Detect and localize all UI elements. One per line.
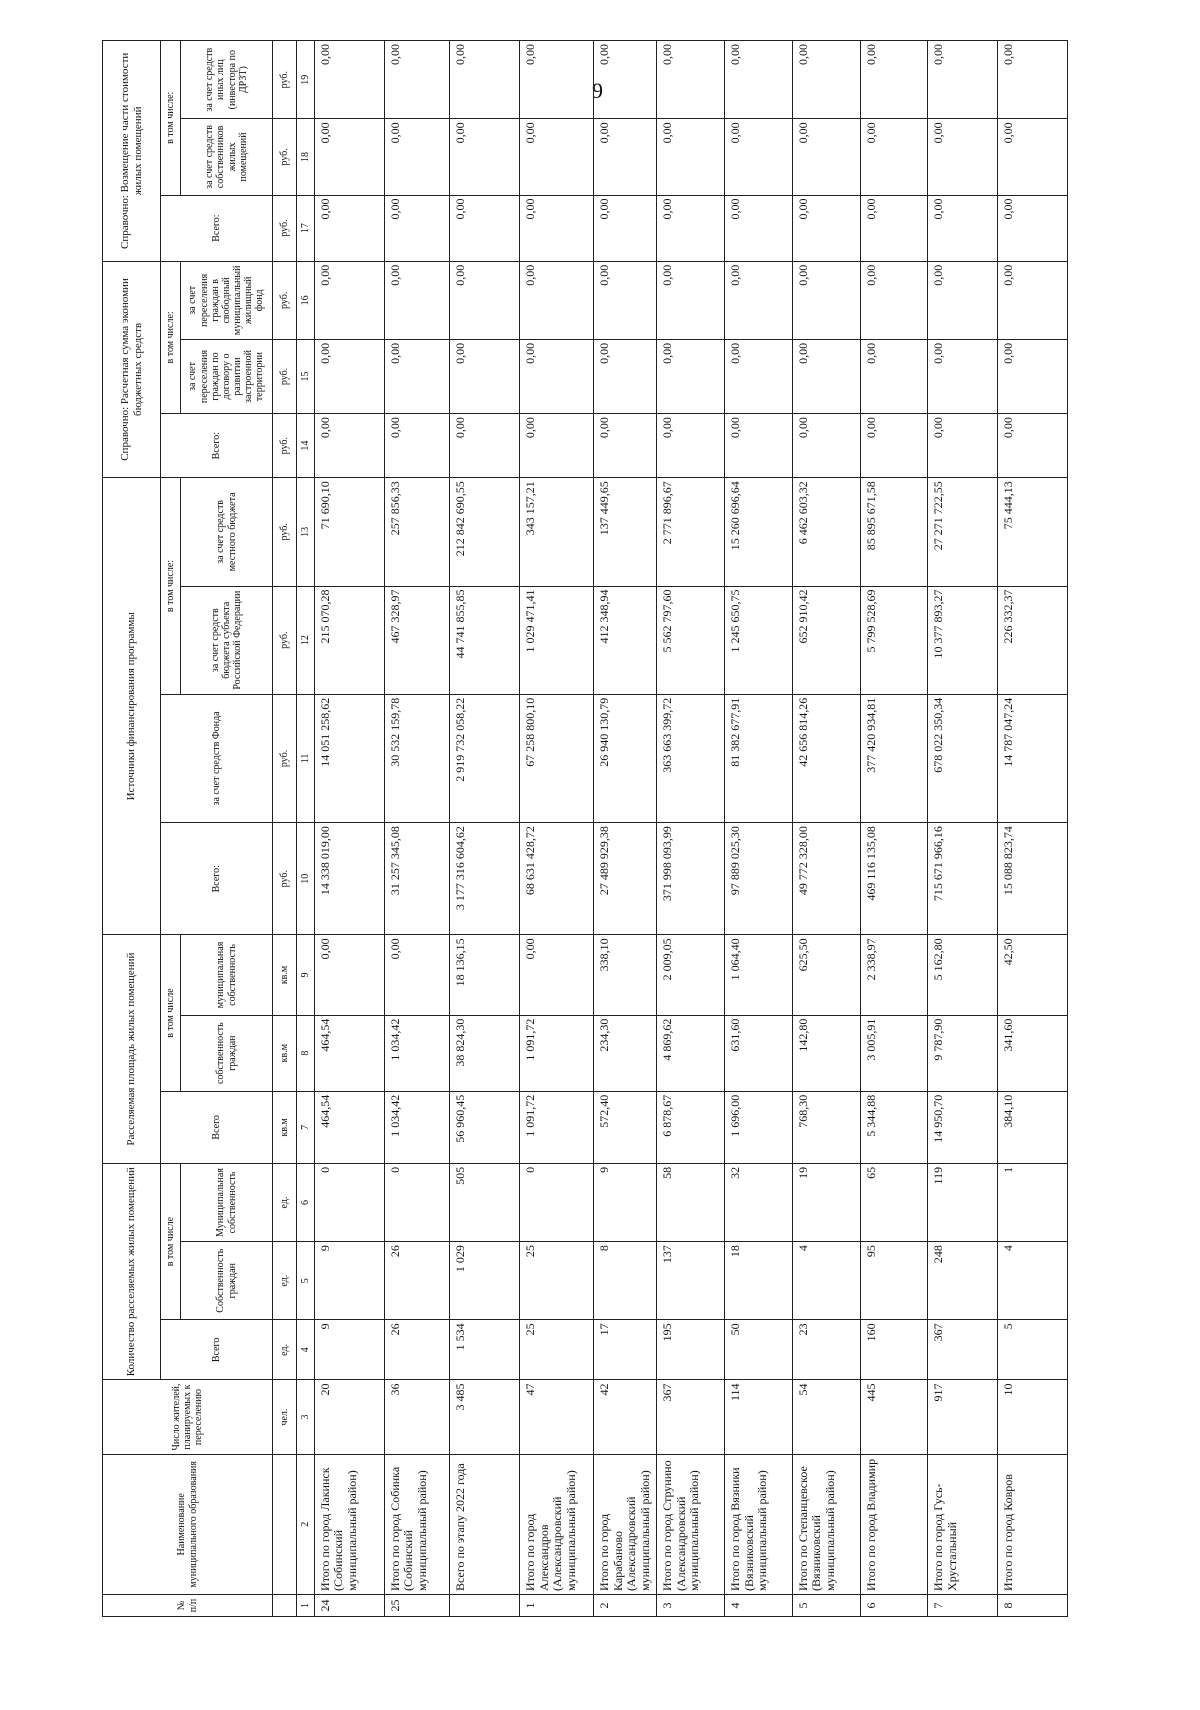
- value-cell: 137 449,65: [594, 478, 657, 586]
- value-cell: 19: [792, 1163, 860, 1241]
- value-cell: 0,00: [657, 339, 725, 413]
- value-cell: 47: [520, 1380, 594, 1454]
- value-cell: 367: [928, 1320, 998, 1380]
- value-cell: 1 034,42: [384, 1015, 450, 1091]
- value-cell: 0,00: [860, 195, 928, 261]
- value-cell: 0,00: [594, 119, 657, 195]
- value-cell: 0,00: [725, 195, 793, 261]
- value-cell: 0,00: [860, 41, 928, 119]
- table-row: [725, 41, 793, 1617]
- row-number-cell: 2: [594, 1594, 657, 1616]
- municipality-name-cell: Итого по город Александров (Александровский муниципальный район): [520, 1454, 594, 1594]
- value-cell: 6 462 603,32: [792, 478, 860, 586]
- header-comp-total: Всего:: [161, 195, 273, 261]
- column-number-cell: 19: [297, 41, 315, 119]
- value-cell: 17: [594, 1320, 657, 1380]
- value-cell: 0,00: [725, 339, 793, 413]
- value-cell: 0,00: [384, 339, 450, 413]
- column-number-cell: 8: [297, 1015, 315, 1091]
- column-number-cell: 18: [297, 119, 315, 195]
- value-cell: 0,00: [657, 414, 725, 478]
- value-cell: 0,00: [384, 119, 450, 195]
- header-comp-investor: за счет средств иных лиц (инвестора по ДРЗТ): [181, 41, 273, 119]
- value-cell: 1 029 471,41: [520, 586, 594, 694]
- value-cell: 15 088 823,74: [998, 823, 1068, 935]
- value-cell: 5 162,80: [928, 935, 998, 1015]
- value-cell: 678 022 350,34: [928, 694, 998, 822]
- row-number-cell: 25: [384, 1594, 450, 1616]
- value-cell: 2 919 732 058,22: [450, 694, 520, 822]
- value-cell: 0,00: [792, 119, 860, 195]
- value-cell: 0,00: [384, 935, 450, 1015]
- value-cell: 1: [998, 1163, 1068, 1241]
- value-cell: 0,00: [998, 41, 1068, 119]
- value-cell: 0,00: [450, 195, 520, 261]
- table-row: [998, 41, 1068, 1617]
- municipality-name-cell: Итого по город Вязники (Вязниковский муниципальный район): [725, 1454, 793, 1594]
- column-numbers-row: [297, 41, 315, 1617]
- municipality-name-cell: Всего по этапу 2022 года: [450, 1454, 520, 1594]
- value-cell: 625,50: [792, 935, 860, 1015]
- value-cell: 1 029: [450, 1242, 520, 1320]
- value-cell: 572,40: [594, 1091, 657, 1163]
- value-cell: 0,00: [315, 261, 385, 339]
- value-cell: 0,00: [998, 261, 1068, 339]
- unit-cell: руб.: [273, 339, 297, 413]
- value-cell: 0,00: [594, 41, 657, 119]
- table-row: [520, 41, 594, 1617]
- value-cell: 3 177 316 604,62: [450, 823, 520, 935]
- header-area-incl: в том числе: [161, 935, 181, 1091]
- value-cell: 2 009,05: [657, 935, 725, 1015]
- value-cell: 31 257 345,08: [384, 823, 450, 935]
- value-cell: 18 136,15: [450, 935, 520, 1015]
- unit-cell: руб.: [273, 414, 297, 478]
- column-number-cell: 6: [297, 1163, 315, 1241]
- value-cell: 85 895 671,58: [860, 478, 928, 586]
- value-cell: 71 690,10: [315, 478, 385, 586]
- value-cell: 65: [860, 1163, 928, 1241]
- value-cell: 142,80: [792, 1015, 860, 1091]
- value-cell: 467 328,97: [384, 586, 450, 694]
- value-cell: 0,00: [657, 119, 725, 195]
- row-number-cell: 3: [657, 1594, 725, 1616]
- value-cell: 49 772 328,00: [792, 823, 860, 935]
- value-cell: 234,30: [594, 1015, 657, 1091]
- value-cell: 0,00: [315, 41, 385, 119]
- column-number-cell: 14: [297, 414, 315, 478]
- value-cell: 0,00: [315, 414, 385, 478]
- unit-cell: руб.: [273, 478, 297, 586]
- value-cell: 14 950,70: [928, 1091, 998, 1163]
- value-cell: 42 656 814,26: [792, 694, 860, 822]
- value-cell: 0,00: [928, 41, 998, 119]
- value-cell: 0,00: [928, 414, 998, 478]
- value-cell: 0,00: [792, 339, 860, 413]
- table-row: [315, 41, 385, 1617]
- unit-cell: руб.: [273, 41, 297, 119]
- header-area-total: Всего: [161, 1091, 273, 1163]
- value-cell: 0,00: [450, 41, 520, 119]
- value-cell: 0: [315, 1163, 385, 1241]
- value-cell: 341,60: [998, 1015, 1068, 1091]
- value-cell: 0,00: [792, 41, 860, 119]
- header-fin-incl: в том числе:: [161, 478, 181, 695]
- unit-cell: руб.: [273, 694, 297, 822]
- value-cell: 1 064,40: [725, 935, 793, 1015]
- value-cell: 0,00: [792, 195, 860, 261]
- header-fin-total: Всего:: [161, 823, 273, 935]
- column-number-cell: 9: [297, 935, 315, 1015]
- column-number-cell: 13: [297, 478, 315, 586]
- header-econ-total: Всего:: [161, 414, 273, 478]
- unit-cell: руб.: [273, 823, 297, 935]
- header-area-mun: муниципальная собственность: [181, 935, 273, 1015]
- header-econ-drzt: за счет переселения граждан по договору о развитии застроенной территории: [181, 339, 273, 413]
- value-cell: 44 741 855,85: [450, 586, 520, 694]
- value-cell: 32: [725, 1163, 793, 1241]
- value-cell: 5 799 528,69: [860, 586, 928, 694]
- value-cell: 27 489 929,38: [594, 823, 657, 935]
- value-cell: 5 344,88: [860, 1091, 928, 1163]
- value-cell: 1 091,72: [520, 1015, 594, 1091]
- units-row: [273, 41, 297, 1617]
- header-financing-group: Источники финансирования программы: [103, 478, 161, 935]
- value-cell: 26 940 130,79: [594, 694, 657, 822]
- value-cell: 2 771 896,67: [657, 478, 725, 586]
- row-number-cell: 4: [725, 1594, 793, 1616]
- header-area-own: собственность граждан: [181, 1015, 273, 1091]
- column-number-cell: 3: [297, 1380, 315, 1454]
- municipality-name-cell: Итого по Степанцевское (Вязниковский муниципальный район): [792, 1454, 860, 1594]
- value-cell: 9 787,90: [928, 1015, 998, 1091]
- header-econ-fund: за счет переселения граждан в свободный муниципальный жилищный фонд: [181, 261, 273, 339]
- column-number-cell: 15: [297, 339, 315, 413]
- header-comp-owners: за счет средств собственников жилых помещений: [181, 119, 273, 195]
- value-cell: 226 332,37: [998, 586, 1068, 694]
- unit-cell: кв.м: [273, 1015, 297, 1091]
- header-fin-subject: за счет средств бюджета субъекта Российской Федерации: [181, 586, 273, 694]
- header-area-group: Расселяемая площадь жилых помещений: [103, 935, 161, 1164]
- value-cell: 5 562 797,60: [657, 586, 725, 694]
- value-cell: 768,30: [792, 1091, 860, 1163]
- header-qty-own: Собственность граждан: [181, 1242, 273, 1320]
- value-cell: 0,00: [520, 935, 594, 1015]
- header-fin-fund: за счет средств Фонда: [161, 694, 273, 822]
- header-no: № п/п: [103, 1594, 273, 1616]
- column-number-cell: 16: [297, 261, 315, 339]
- value-cell: 464,54: [315, 1091, 385, 1163]
- row-number-cell: 8: [998, 1594, 1068, 1616]
- value-cell: 95: [860, 1242, 928, 1320]
- value-cell: 137: [657, 1242, 725, 1320]
- value-cell: 0,00: [998, 195, 1068, 261]
- column-number-cell: 11: [297, 694, 315, 822]
- header-qty-incl: в том числе: [161, 1163, 181, 1319]
- value-cell: 5: [998, 1320, 1068, 1380]
- value-cell: 0,00: [450, 339, 520, 413]
- row-number-cell: 7: [928, 1594, 998, 1616]
- table-header: [103, 41, 315, 1617]
- unit-cell: ед.: [273, 1163, 297, 1241]
- header-fin-local: за счет средств местного бюджета: [181, 478, 273, 586]
- value-cell: 97 889 025,30: [725, 823, 793, 935]
- unit-cell: руб.: [273, 195, 297, 261]
- page-number: 9: [592, 78, 603, 103]
- header-econ-incl: в том числе:: [161, 261, 181, 413]
- value-cell: 50: [725, 1320, 793, 1380]
- column-number-cell: 2: [297, 1454, 315, 1594]
- value-cell: 0,00: [520, 339, 594, 413]
- value-cell: 469 116 135,08: [860, 823, 928, 935]
- value-cell: 0,00: [315, 935, 385, 1015]
- value-cell: 0,00: [594, 414, 657, 478]
- value-cell: 0,00: [315, 119, 385, 195]
- table-row: [792, 41, 860, 1617]
- table-body: [315, 41, 1068, 1617]
- value-cell: 505: [450, 1163, 520, 1241]
- value-cell: 9: [315, 1242, 385, 1320]
- value-cell: 0,00: [657, 195, 725, 261]
- value-cell: 384,10: [998, 1091, 1068, 1163]
- value-cell: 0,00: [315, 195, 385, 261]
- column-number-cell: 5: [297, 1242, 315, 1320]
- column-number-cell: 4: [297, 1320, 315, 1380]
- value-cell: 68 631 428,72: [520, 823, 594, 935]
- value-cell: 0,00: [450, 261, 520, 339]
- value-cell: 25: [520, 1242, 594, 1320]
- table-row: [860, 41, 928, 1617]
- table-row: [450, 41, 520, 1617]
- header-name: Наименование муниципального образования: [103, 1454, 273, 1594]
- row-number-cell: 1: [520, 1594, 594, 1616]
- value-cell: 27 271 722,55: [928, 478, 998, 586]
- value-cell: 0,00: [928, 119, 998, 195]
- value-cell: 15 260 696,64: [725, 478, 793, 586]
- value-cell: 14 787 047,24: [998, 694, 1068, 822]
- row-number-cell: 6: [860, 1594, 928, 1616]
- header-qty-mun: Муниципальная собственность: [181, 1163, 273, 1241]
- value-cell: 338,10: [594, 935, 657, 1015]
- value-cell: 3 005,91: [860, 1015, 928, 1091]
- value-cell: 18: [725, 1242, 793, 1320]
- value-cell: 0,00: [520, 414, 594, 478]
- value-cell: 715 671 966,16: [928, 823, 998, 935]
- value-cell: 58: [657, 1163, 725, 1241]
- municipality-name-cell: Итого по город Лакинск (Собинский муниципальный район): [315, 1454, 385, 1594]
- value-cell: 412 348,94: [594, 586, 657, 694]
- value-cell: 0,00: [520, 195, 594, 261]
- value-cell: 114: [725, 1380, 793, 1454]
- value-cell: 1 534: [450, 1320, 520, 1380]
- value-cell: 343 157,21: [520, 478, 594, 586]
- value-cell: 0,00: [998, 414, 1068, 478]
- value-cell: 917: [928, 1380, 998, 1454]
- municipality-name-cell: Итого по город Ковров: [998, 1454, 1068, 1594]
- row-number-cell: 24: [315, 1594, 385, 1616]
- header-qty-group: Количество расселяемых жилых помещений: [103, 1163, 161, 1380]
- value-cell: 6 878,67: [657, 1091, 725, 1163]
- value-cell: 14 051 258,62: [315, 694, 385, 822]
- value-cell: 3 485: [450, 1380, 520, 1454]
- unit-cell: ед.: [273, 1320, 297, 1380]
- value-cell: 195: [657, 1320, 725, 1380]
- unit-cell: чел.: [273, 1380, 297, 1454]
- municipality-name-cell: Итого по город Гусь-Хрустальный: [928, 1454, 998, 1594]
- value-cell: 1 696,00: [725, 1091, 793, 1163]
- value-cell: 0,00: [594, 261, 657, 339]
- value-cell: 26: [384, 1242, 450, 1320]
- value-cell: 9: [315, 1320, 385, 1380]
- landscape-table-wrapper: [102, 40, 1068, 1617]
- value-cell: 0,00: [384, 195, 450, 261]
- value-cell: 119: [928, 1163, 998, 1241]
- value-cell: 56 960,45: [450, 1091, 520, 1163]
- value-cell: 0,00: [657, 261, 725, 339]
- value-cell: 38 824,30: [450, 1015, 520, 1091]
- unit-cell: [273, 1594, 297, 1616]
- value-cell: 1 091,72: [520, 1091, 594, 1163]
- value-cell: 0,00: [520, 119, 594, 195]
- header-comp-incl: в том числе:: [161, 41, 181, 196]
- table-row: [384, 41, 450, 1617]
- header-economy-group: Справочно: Расчетная сумма экономии бюджетных средств: [103, 261, 161, 478]
- value-cell: 371 998 093,99: [657, 823, 725, 935]
- header-compensation-group: Справочно: Возмещение части стоимости жилых помещений: [103, 41, 161, 262]
- column-number-cell: 17: [297, 195, 315, 261]
- row-number-cell: 5: [792, 1594, 860, 1616]
- value-cell: 0,00: [725, 41, 793, 119]
- value-cell: 0,00: [520, 261, 594, 339]
- value-cell: 23: [792, 1320, 860, 1380]
- column-number-cell: 12: [297, 586, 315, 694]
- value-cell: 1 034,42: [384, 1091, 450, 1163]
- value-cell: 0,00: [384, 41, 450, 119]
- municipality-name-cell: Итого по город Струнино (Александровский муниципальный район): [657, 1454, 725, 1594]
- value-cell: 0: [520, 1163, 594, 1241]
- value-cell: 4 869,62: [657, 1015, 725, 1091]
- value-cell: 36: [384, 1380, 450, 1454]
- value-cell: 0,00: [998, 339, 1068, 413]
- municipality-name-cell: Итого по город Карабаново (Александровский муниципальный район): [594, 1454, 657, 1594]
- value-cell: 0,00: [928, 195, 998, 261]
- value-cell: 0,00: [792, 261, 860, 339]
- column-number-cell: 1: [297, 1594, 315, 1616]
- value-cell: 0,00: [998, 119, 1068, 195]
- value-cell: 8: [594, 1242, 657, 1320]
- value-cell: 42: [594, 1380, 657, 1454]
- value-cell: 212 842 690,55: [450, 478, 520, 586]
- value-cell: 75 444,13: [998, 478, 1068, 586]
- table-row: [594, 41, 657, 1617]
- column-number-cell: 10: [297, 823, 315, 935]
- unit-cell: кв.м: [273, 1091, 297, 1163]
- value-cell: 0,00: [520, 41, 594, 119]
- unit-cell: руб.: [273, 586, 297, 694]
- value-cell: 0,00: [792, 414, 860, 478]
- value-cell: 0,00: [860, 261, 928, 339]
- value-cell: 363 663 399,72: [657, 694, 725, 822]
- row-number-cell: [450, 1594, 520, 1616]
- unit-cell: руб.: [273, 119, 297, 195]
- value-cell: 0,00: [594, 339, 657, 413]
- value-cell: 0,00: [860, 339, 928, 413]
- value-cell: 0,00: [725, 261, 793, 339]
- value-cell: 0,00: [657, 41, 725, 119]
- unit-cell: [273, 1454, 297, 1594]
- value-cell: 10 377 893,27: [928, 586, 998, 694]
- value-cell: 0: [384, 1163, 450, 1241]
- value-cell: 4: [792, 1242, 860, 1320]
- value-cell: 652 910,42: [792, 586, 860, 694]
- value-cell: 30 532 159,78: [384, 694, 450, 822]
- unit-cell: ед.: [273, 1242, 297, 1320]
- value-cell: 0,00: [450, 119, 520, 195]
- value-cell: 248: [928, 1242, 998, 1320]
- value-cell: 10: [998, 1380, 1068, 1454]
- value-cell: 0,00: [725, 119, 793, 195]
- unit-cell: кв.м: [273, 935, 297, 1015]
- value-cell: 0,00: [928, 339, 998, 413]
- resettlement-table: [102, 40, 1068, 1617]
- value-cell: 631,60: [725, 1015, 793, 1091]
- municipality-name-cell: Итого по город Владимир: [860, 1454, 928, 1594]
- value-cell: 0,00: [450, 414, 520, 478]
- value-cell: 2 338,97: [860, 935, 928, 1015]
- value-cell: 54: [792, 1380, 860, 1454]
- value-cell: 14 338 019,00: [315, 823, 385, 935]
- table-row: [928, 41, 998, 1617]
- value-cell: 25: [520, 1320, 594, 1380]
- value-cell: 81 382 677,91: [725, 694, 793, 822]
- value-cell: 1 245 650,75: [725, 586, 793, 694]
- value-cell: 26: [384, 1320, 450, 1380]
- value-cell: 0,00: [594, 195, 657, 261]
- value-cell: 0,00: [860, 119, 928, 195]
- value-cell: 0,00: [928, 261, 998, 339]
- value-cell: 67 258 800,10: [520, 694, 594, 822]
- value-cell: 257 856,33: [384, 478, 450, 586]
- value-cell: 20: [315, 1380, 385, 1454]
- value-cell: 215 070,28: [315, 586, 385, 694]
- column-number-cell: 7: [297, 1091, 315, 1163]
- value-cell: 9: [594, 1163, 657, 1241]
- value-cell: 160: [860, 1320, 928, 1380]
- value-cell: 377 420 934,81: [860, 694, 928, 822]
- value-cell: 0,00: [315, 339, 385, 413]
- value-cell: 0,00: [725, 414, 793, 478]
- header-qty-total: Всего: [161, 1320, 273, 1380]
- header-residents: Число жителей, планируемых к переселению: [103, 1380, 273, 1454]
- value-cell: 0,00: [384, 414, 450, 478]
- table-row: [657, 41, 725, 1617]
- value-cell: 0,00: [384, 261, 450, 339]
- value-cell: 464,54: [315, 1015, 385, 1091]
- unit-cell: руб.: [273, 261, 297, 339]
- value-cell: 0,00: [860, 414, 928, 478]
- value-cell: 367: [657, 1380, 725, 1454]
- municipality-name-cell: Итого по город Собинка (Собинский муниципальный район): [384, 1454, 450, 1594]
- value-cell: 445: [860, 1380, 928, 1454]
- value-cell: 42,50: [998, 935, 1068, 1015]
- value-cell: 4: [998, 1242, 1068, 1320]
